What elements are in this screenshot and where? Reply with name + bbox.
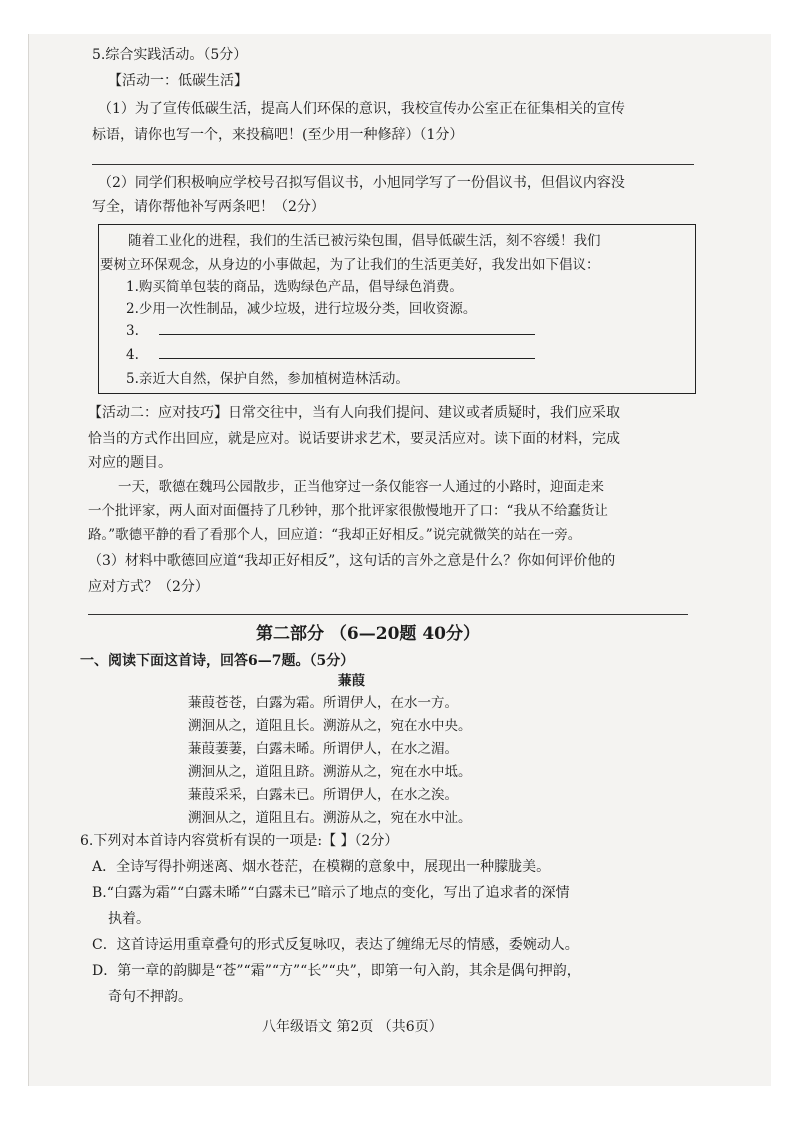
q5-part2-text-cont: 写全，请你帮他补写两条吧！（2分） [92,199,325,215]
answer-line [88,614,688,615]
activity2-text: 【活动二：应对技巧】日常交往中，当有人向我们提问、建议或者质疑时，我们应采取 [88,405,620,421]
section1-heading: 一、阅读下面这首诗，回答6—7题。（5分） [80,653,355,669]
q5-part2-text: （2）同学们积极响应学校号召拟写倡议书，小旭同学写了一份倡议书，但倡议内容没 [98,175,625,191]
q5-part3-text-cont: 应对方式？（2分） [88,579,209,595]
poem-line: 溯洄从之，道阻且跻。溯游从之，宛在水中坻。 [188,764,472,780]
proposal-item-3 [126,320,535,343]
option-b-cont: 执着。 [108,911,150,927]
poem-line: 溯洄从之，道阻且右。溯游从之，宛在水中沚。 [188,810,472,826]
poem-title: 蒹葭 [338,673,365,689]
activity2-text-end: 对应的题目。 [88,455,172,471]
answer-line [92,164,694,165]
poem-line: 蒹葭苍苍，白露为霜。所谓伊人，在水一方。 [188,695,458,711]
proposal-item-4 [126,344,535,367]
answer-blank-4[interactable] [159,344,535,359]
proposal-intro: 随着工业化的进程，我们的生活已被污染包围，倡导低碳生活，刻不容缓！我们 [128,233,601,249]
q5-part1-text-cont: 标语，请你也写一个，来投稿吧！(至少用一种修辞）（1分） [92,127,464,143]
answer-blank-3[interactable] [159,320,535,335]
proposal-item-4-number: 4. [126,347,139,363]
goethe-story-end: 路。”歌德平静的看了看那个人，回应道：“我却正好相反。”说完就微笑的站在一旁。 [88,527,582,543]
poem-line: 蒹葭采采，白露未已。所谓伊人，在水之涘。 [188,787,458,803]
proposal-item-1: 1.购买简单包装的商品，选购绿色产品，倡导绿色消费。 [126,279,463,295]
q5-part3-text: （3）材料中歌德回应道“我却正好相反”，这句话的言外之意是什么？你如何评价他的 [88,553,616,569]
part2-heading: 第二部分 （6—20题 40分） [256,624,480,644]
proposal-item-3-number: 3. [126,323,139,339]
goethe-story: 一天，歌德在魏玛公园散步，正当他穿过一条仅能容一人通过的小路时，迎面走来 [118,479,604,495]
option-b: B.“白露为霜”“白露未晞”“白露未已”暗示了地点的变化，写出了追求者的深情 [92,885,570,901]
proposal-intro-cont: 要树立环保观念，从身边的小事做起，为了让我们的生活更美好，我发出如下倡议： [100,257,600,273]
activity2-text-cont: 恰当的方式作出回应，就是应对。说话要讲求艺术，要灵活应对。读下面的材料，完成 [88,431,620,447]
option-a: A．全诗写得扑朔迷离、烟水苍茫，在模糊的意象中，展现出一种朦胧美。 [92,859,551,875]
option-c: C．这首诗运用重章叠句的形式反复咏叹，表达了缠绵无尽的情感，委婉动人。 [92,937,579,953]
option-d: D．第一章的韵脚是“苍”“霜”“方”“长”“央”，即第一句入韵，其余是偶句押韵， [92,963,581,979]
q6-stem: 6.下列对本首诗内容赏析有误的一项是:【 】（2分） [80,833,399,849]
q5-part1-text: （1）为了宣传低碳生活，提高人们环保的意识，我校宣传办公室正在征集相关的宣传 [98,101,625,117]
poem-line: 蒹葭萋萋，白露未晞。所谓伊人，在水之湄。 [188,741,458,757]
activity1-heading: 【活动一：低碳生活】 [108,73,248,89]
page-footer: 八年级语文 第2页 （共6页） [262,1019,443,1035]
proposal-item-5: 5.亲近大自然，保护自然，参加植树造林活动。 [126,371,409,387]
proposal-item-2: 2.少用一次性制品，减少垃圾，进行垃圾分类，回收资源。 [126,301,477,317]
q5-title: 5.综合实践活动。（5分） [92,47,248,63]
poem-line: 溯洄从之，道阻且长。溯游从之，宛在水中央。 [188,718,472,734]
option-d-cont: 奇句不押韵。 [108,989,192,1005]
goethe-story-cont: 一个批评家，两人面对面僵持了几秒钟，那个批评家很傲慢地开了口：“我从不给蠢货让 [88,503,608,519]
